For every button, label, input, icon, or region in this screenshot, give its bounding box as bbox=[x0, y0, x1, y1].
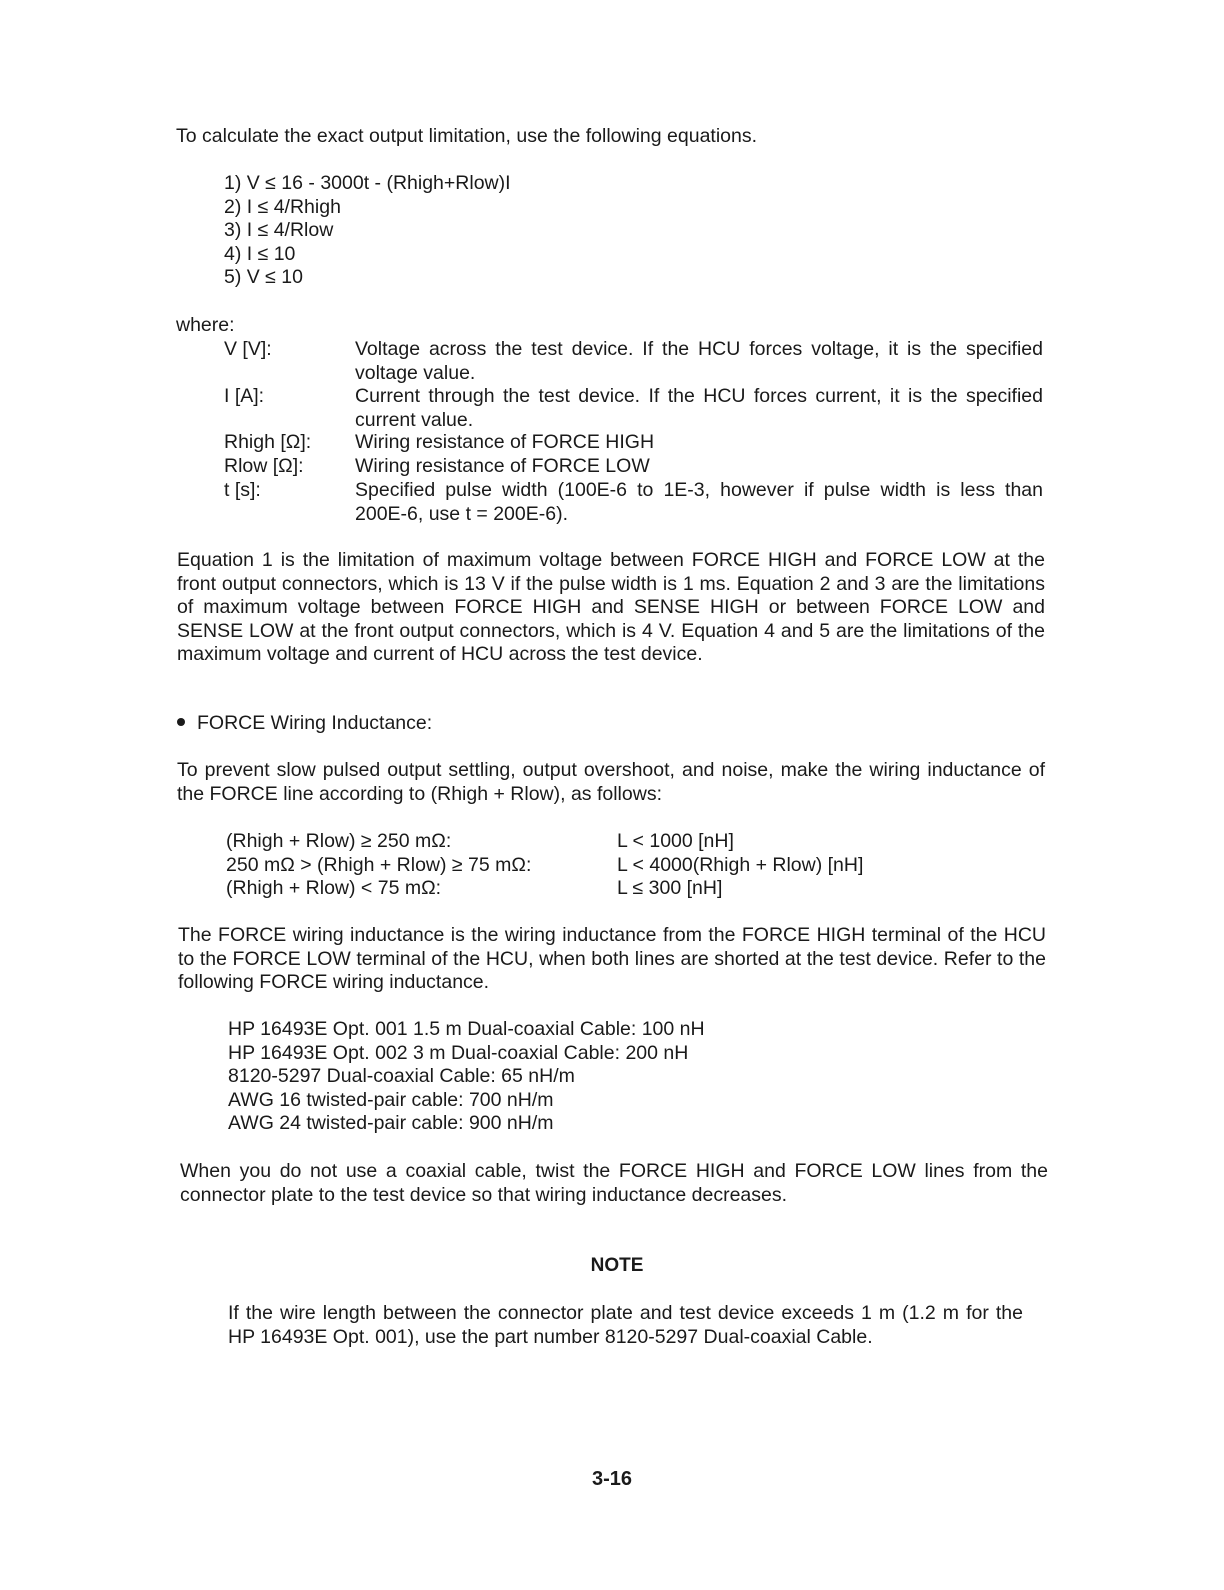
definition-term: t [s]: bbox=[224, 479, 261, 501]
definition-desc: Specified pulse width (100E-6 to 1E-3, however if pulse width is less than 200E-6, use t = 200E-6). bbox=[355, 479, 1043, 525]
bullet-icon bbox=[177, 718, 185, 726]
condition-range: (Rhigh + Rlow) ≥ 250 mΩ: bbox=[226, 830, 452, 852]
definition-desc: Current through the test device. If the HCU forces current, it is the specified current value. bbox=[355, 385, 1043, 431]
equation-3: 3) I ≤ 4/Rlow bbox=[224, 219, 334, 241]
condition-limit: L ≤ 300 [nH] bbox=[617, 877, 723, 899]
bullet-heading bbox=[177, 712, 432, 736]
equation-1: 1) V ≤ 16 - 3000t - (Rhigh+Rlow)I bbox=[224, 172, 511, 194]
note-heading: NOTE bbox=[590, 1255, 644, 1276]
inductance-intro-paragraph: To prevent slow pulsed output settling, output overshoot, and noise, make the wiring inductance of the FORCE line according to (Rhigh + Rlow), as follows: bbox=[177, 759, 1045, 805]
equation-4: 4) I ≤ 10 bbox=[224, 242, 296, 265]
equation-5: 5) V ≤ 10 bbox=[224, 266, 303, 288]
bullet-heading-text: FORCE Wiring Inductance: bbox=[197, 712, 433, 734]
definition-term: Rlow [Ω]: bbox=[224, 455, 304, 477]
intro-text: To calculate the exact output limitation, use the following equations. bbox=[176, 125, 758, 147]
definition-desc: Wiring resistance of FORCE LOW bbox=[355, 455, 650, 477]
twist-paragraph: When you do not use a coaxial cable, twist the FORCE HIGH and FORCE LOW lines from the connector plate to the test device so that wiring inductance decreases. bbox=[180, 1160, 1048, 1206]
condition-range: 250 mΩ > (Rhigh + Rlow) ≥ 75 mΩ: bbox=[226, 854, 532, 876]
inductance-definition-paragraph: The FORCE wiring inductance is the wiring inductance from the FORCE HIGH terminal of the HCU to the FORCE LOW terminal of the HCU, when both lines are shorted at the test device. Refer to the following FORCE wiring inductance. bbox=[178, 924, 1046, 993]
page-number: 3-16 bbox=[591, 1468, 633, 1490]
definition-desc: Wiring resistance of FORCE HIGH bbox=[355, 431, 655, 453]
list-item: AWG 24 twisted-pair cable: 900 nH/m bbox=[228, 1112, 554, 1134]
list-item: HP 16493E Opt. 002 3 m Dual-coaxial Cable: 200 nH bbox=[228, 1041, 689, 1064]
equation-explanation-paragraph: Equation 1 is the limitation of maximum voltage between FORCE HIGH and FORCE LOW at the front output connectors, which is 13 V if the pulse width is 1 ms. Equation 2 and 3 are the limitations of maximum voltage between FORCE HIGH and SENSE HIGH or between FORCE LOW and SENSE LOW at the front output connectors, which is 4 V. Equation 4 and 5 are the limitations of the maximum voltage and current of HCU across the test device. bbox=[177, 549, 1045, 665]
equation-2: 2) I ≤ 4/Rhigh bbox=[224, 195, 341, 218]
list-item: AWG 16 twisted-pair cable: 700 nH/m bbox=[228, 1088, 554, 1111]
list-item: 8120-5297 Dual-coaxial Cable: 65 nH/m bbox=[228, 1065, 575, 1087]
list-item: HP 16493E Opt. 001 1.5 m Dual-coaxial Cable: 100 nH bbox=[228, 1018, 705, 1040]
definition-desc: Voltage across the test device. If the HCU forces voltage, it is the specified voltage value. bbox=[355, 338, 1043, 384]
where-label: where: bbox=[176, 314, 235, 336]
condition-range: (Rhigh + Rlow) < 75 mΩ: bbox=[226, 877, 442, 899]
condition-limit: L < 4000(Rhigh + Rlow) [nH] bbox=[617, 854, 864, 876]
definition-term: I [A]: bbox=[224, 385, 265, 407]
definition-term: Rhigh [Ω]: bbox=[224, 431, 312, 453]
cable-list bbox=[228, 1018, 705, 1136]
equation-list bbox=[224, 172, 511, 290]
definition-term: V [V]: bbox=[224, 338, 272, 360]
note-text: If the wire length between the connector plate and test device exceeds 1 m (1.2 m for the HP 16493E Opt. 001), use the part number 8120-5297 Dual-coaxial Cable. bbox=[228, 1302, 1023, 1348]
condition-limit: L < 1000 [nH] bbox=[617, 830, 734, 852]
